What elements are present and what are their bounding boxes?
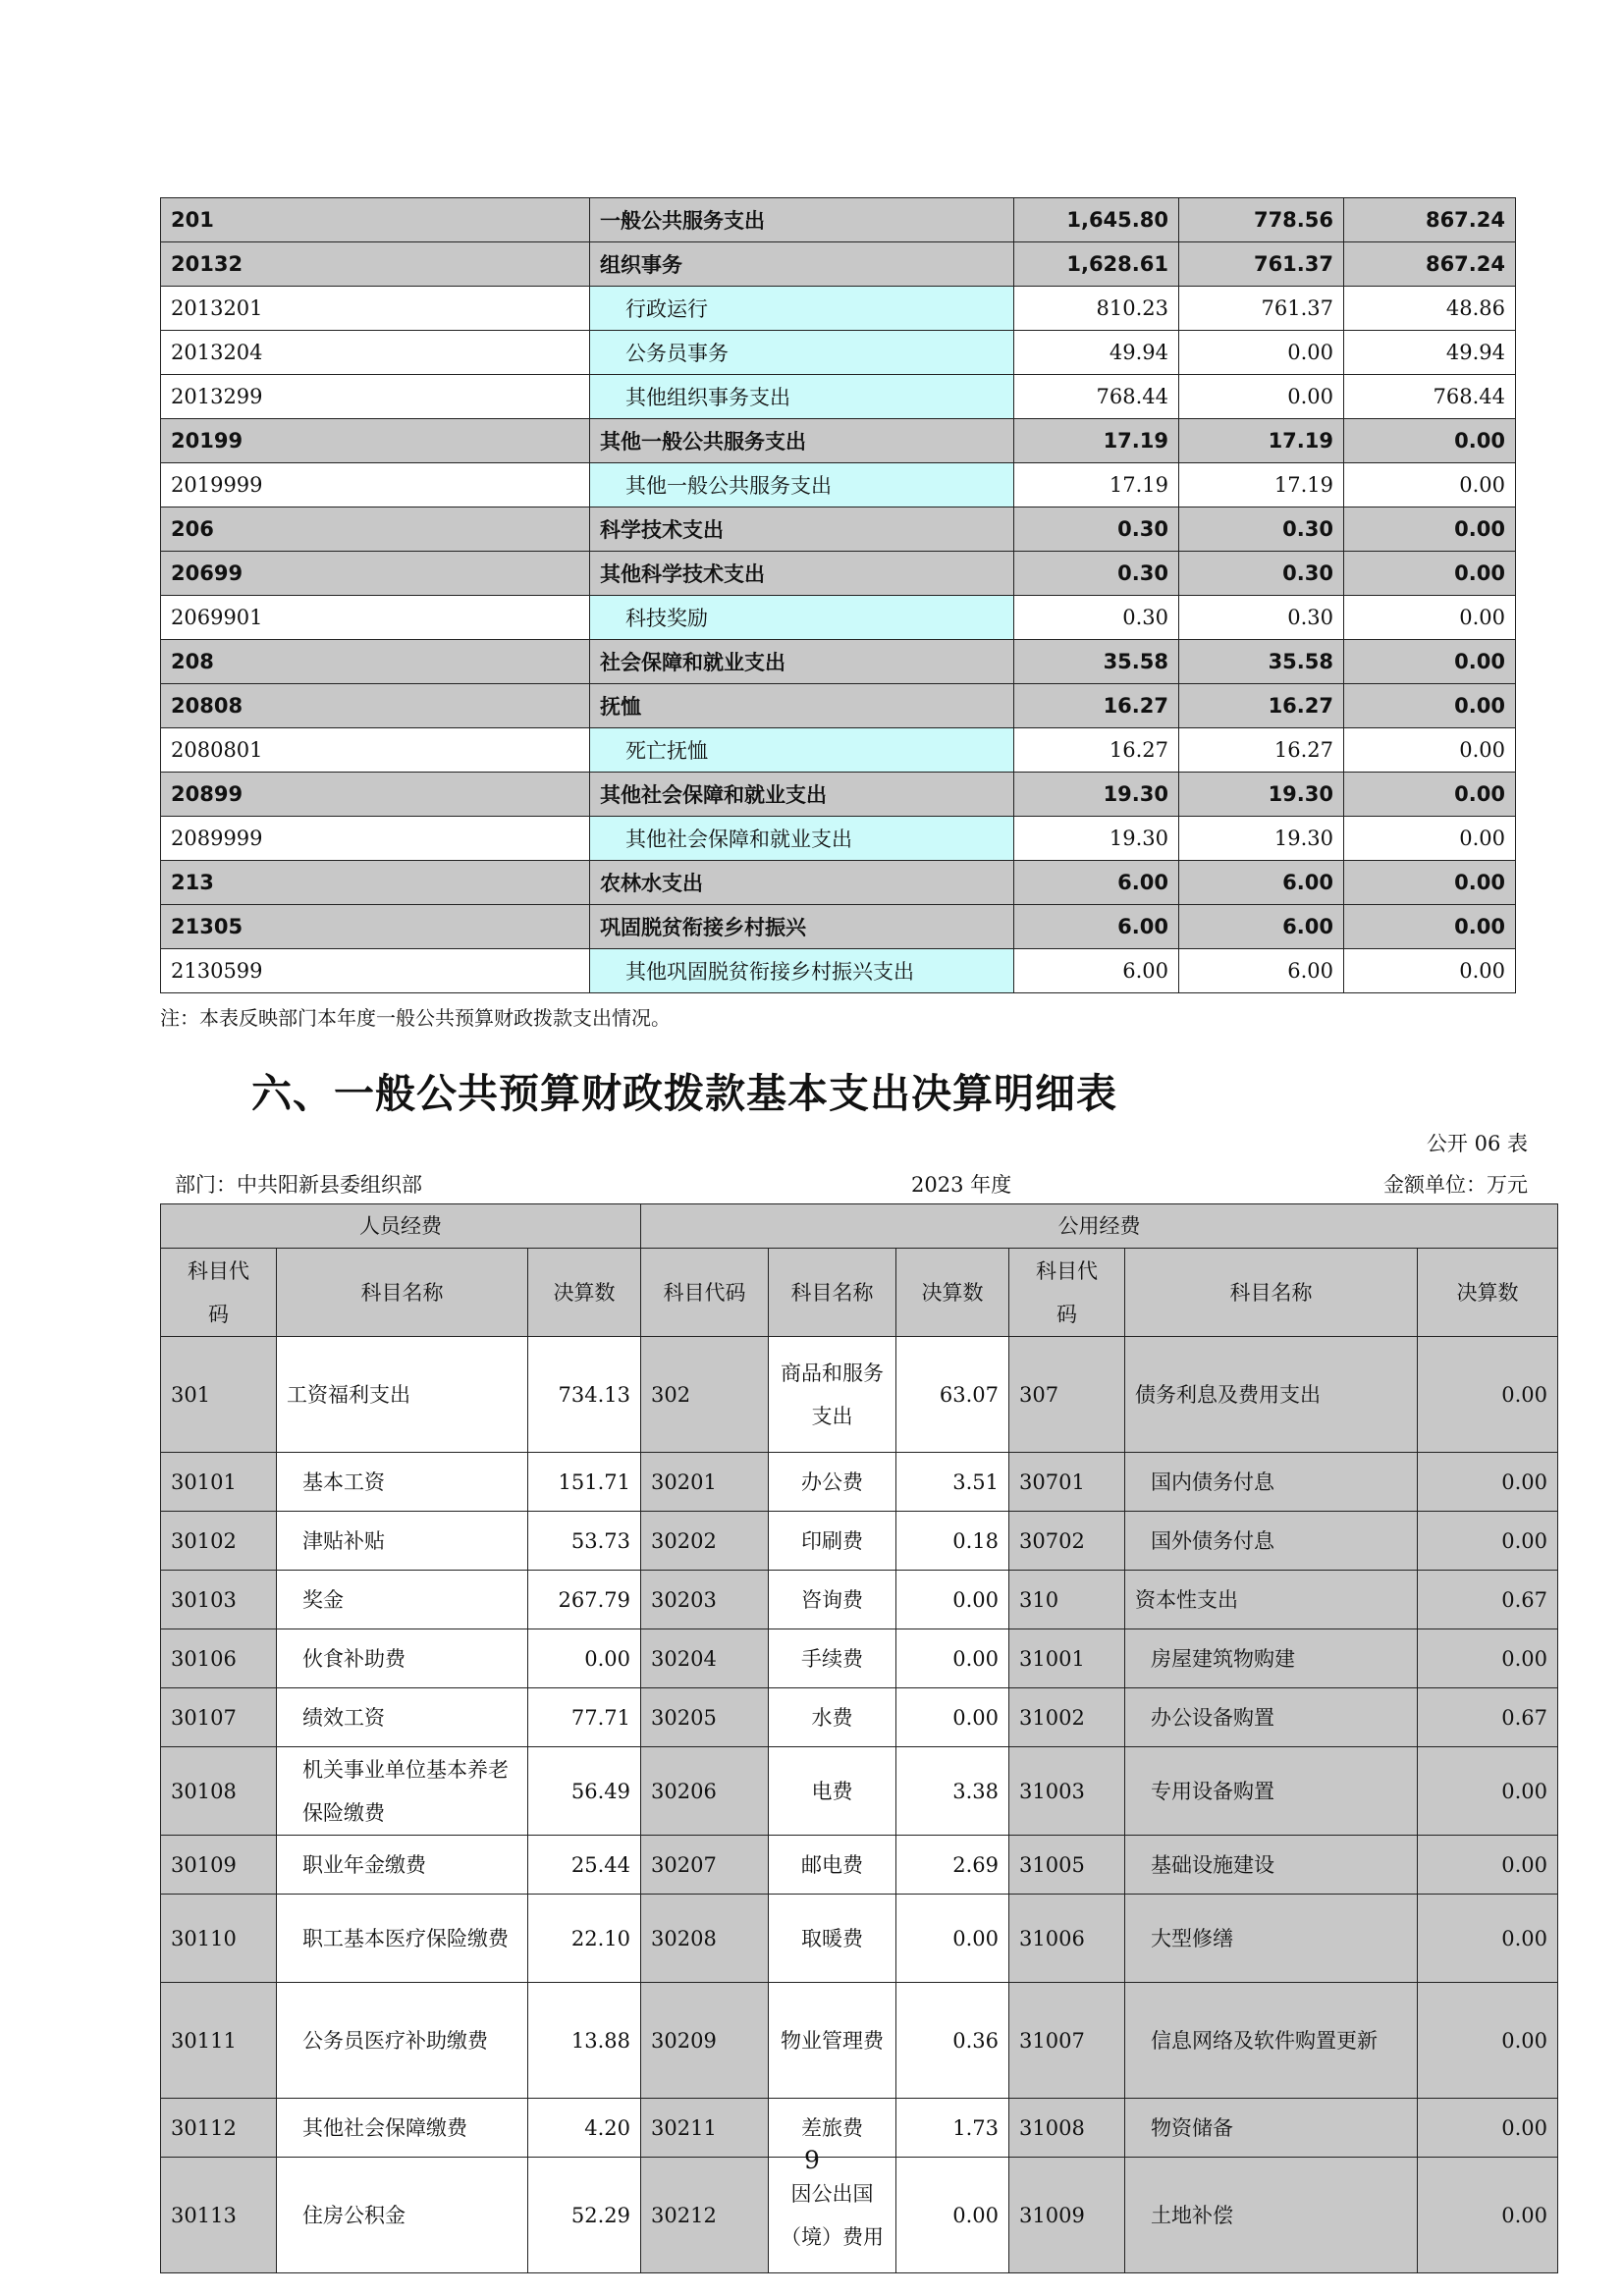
total-amount: 19.30 bbox=[1014, 773, 1179, 817]
g-name: 办公费 bbox=[769, 1453, 896, 1512]
project-amount: 49.94 bbox=[1344, 331, 1516, 375]
total-amount: 16.27 bbox=[1014, 684, 1179, 728]
account-code: 213 bbox=[161, 861, 590, 905]
g-amount: 1.73 bbox=[896, 2099, 1009, 2158]
col-header-code: 科目代 码 bbox=[1009, 1249, 1125, 1337]
g-code: 30209 bbox=[641, 1983, 769, 2099]
table-row bbox=[161, 2158, 1558, 2273]
c-code: 31009 bbox=[1009, 2158, 1125, 2273]
table-row bbox=[161, 463, 1516, 507]
col-header-amount: 决算数 bbox=[528, 1249, 641, 1337]
g-amount: 2.69 bbox=[896, 1836, 1009, 1895]
total-amount: 1,645.80 bbox=[1014, 198, 1179, 242]
c-amount: 0.00 bbox=[1418, 1337, 1558, 1453]
p-code: 30113 bbox=[161, 2158, 277, 2273]
table-row bbox=[161, 861, 1516, 905]
total-amount: 0.30 bbox=[1014, 596, 1179, 640]
basic-amount: 761.37 bbox=[1179, 287, 1344, 331]
c-code: 30701 bbox=[1009, 1453, 1125, 1512]
table-row bbox=[161, 949, 1516, 993]
g-name: 手续费 bbox=[769, 1629, 896, 1688]
table-number: 公开 06 表 bbox=[1426, 1132, 1528, 1155]
account-name: 抚恤 bbox=[590, 684, 1014, 728]
c-amount: 0.00 bbox=[1418, 1747, 1558, 1836]
project-amount: 0.00 bbox=[1344, 773, 1516, 817]
g-code: 30206 bbox=[641, 1747, 769, 1836]
g-name: 物业管理费 bbox=[769, 1983, 896, 2099]
basic-amount: 19.30 bbox=[1179, 773, 1344, 817]
total-amount: 35.58 bbox=[1014, 640, 1179, 684]
p-amount: 734.13 bbox=[528, 1337, 641, 1453]
account-name: 一般公共服务支出 bbox=[590, 198, 1014, 242]
account-name: 组织事务 bbox=[590, 242, 1014, 287]
account-name: 其他巩固脱贫衔接乡村振兴支出 bbox=[590, 949, 1014, 993]
g-code: 30201 bbox=[641, 1453, 769, 1512]
table-row bbox=[161, 773, 1516, 817]
total-amount: 19.30 bbox=[1014, 817, 1179, 861]
c-amount: 0.00 bbox=[1418, 1983, 1558, 2099]
account-name: 社会保障和就业支出 bbox=[590, 640, 1014, 684]
table-row bbox=[161, 287, 1516, 331]
p-code: 30109 bbox=[161, 1836, 277, 1895]
g-amount: 63.07 bbox=[896, 1337, 1009, 1453]
basic-amount: 0.30 bbox=[1179, 596, 1344, 640]
basic-amount: 6.00 bbox=[1179, 905, 1344, 949]
p-amount: 53.73 bbox=[528, 1512, 641, 1571]
p-name: 伙食补助费 bbox=[277, 1629, 528, 1688]
project-amount: 867.24 bbox=[1344, 242, 1516, 287]
table-row bbox=[161, 419, 1516, 463]
basic-expense-detail-table bbox=[160, 1203, 1558, 2273]
col-header-amount: 决算数 bbox=[896, 1249, 1009, 1337]
c-amount: 0.00 bbox=[1418, 1895, 1558, 1983]
year-label: 2023 年度 bbox=[911, 1173, 1012, 1197]
account-name: 其他组织事务支出 bbox=[590, 375, 1014, 419]
p-code: 30112 bbox=[161, 2099, 277, 2158]
project-amount: 0.00 bbox=[1344, 817, 1516, 861]
account-code: 2013204 bbox=[161, 331, 590, 375]
c-code: 31005 bbox=[1009, 1836, 1125, 1895]
account-code: 206 bbox=[161, 507, 590, 552]
account-code: 20132 bbox=[161, 242, 590, 287]
p-name: 工资福利支出 bbox=[277, 1337, 528, 1453]
c-name: 债务利息及费用支出 bbox=[1125, 1337, 1418, 1453]
p-name: 奖金 bbox=[277, 1571, 528, 1629]
c-name: 国内债务付息 bbox=[1125, 1453, 1418, 1512]
basic-amount: 778.56 bbox=[1179, 198, 1344, 242]
account-code: 2089999 bbox=[161, 817, 590, 861]
g-name: 邮电费 bbox=[769, 1836, 896, 1895]
group-personnel-header: 人员经费 bbox=[161, 1204, 641, 1249]
g-name: 水费 bbox=[769, 1688, 896, 1747]
g-name: 取暖费 bbox=[769, 1895, 896, 1983]
table-row bbox=[161, 1983, 1558, 2099]
total-amount: 6.00 bbox=[1014, 949, 1179, 993]
p-name: 职业年金缴费 bbox=[277, 1836, 528, 1895]
col-header-code: 科目代码 bbox=[641, 1249, 769, 1337]
table-row bbox=[161, 728, 1516, 773]
c-amount: 0.00 bbox=[1418, 1836, 1558, 1895]
p-code: 30102 bbox=[161, 1512, 277, 1571]
project-amount: 0.00 bbox=[1344, 684, 1516, 728]
basic-amount: 17.19 bbox=[1179, 419, 1344, 463]
g-name: 咨询费 bbox=[769, 1571, 896, 1629]
p-code: 30103 bbox=[161, 1571, 277, 1629]
c-amount: 0.00 bbox=[1418, 1629, 1558, 1688]
g-name: 电费 bbox=[769, 1747, 896, 1836]
project-amount: 0.00 bbox=[1344, 463, 1516, 507]
table-row bbox=[161, 1895, 1558, 1983]
account-code: 2069901 bbox=[161, 596, 590, 640]
table-row bbox=[161, 905, 1516, 949]
g-code: 30203 bbox=[641, 1571, 769, 1629]
account-code: 2013299 bbox=[161, 375, 590, 419]
p-name: 职工基本医疗保险缴费 bbox=[277, 1895, 528, 1983]
table-row bbox=[161, 1512, 1558, 1571]
unit-label: 金额单位：万元 bbox=[1383, 1173, 1528, 1197]
c-name: 土地补偿 bbox=[1125, 2158, 1418, 2273]
group-header-row bbox=[161, 1204, 1558, 1249]
c-code: 307 bbox=[1009, 1337, 1125, 1453]
account-name: 其他社会保障和就业支出 bbox=[590, 817, 1014, 861]
table-row bbox=[161, 331, 1516, 375]
table-row bbox=[161, 684, 1516, 728]
p-code: 30108 bbox=[161, 1747, 277, 1836]
table-row bbox=[161, 640, 1516, 684]
p-amount: 25.44 bbox=[528, 1836, 641, 1895]
table-row bbox=[161, 1836, 1558, 1895]
account-name: 科学技术支出 bbox=[590, 507, 1014, 552]
col-header-amount: 决算数 bbox=[1418, 1249, 1558, 1337]
c-name: 物资储备 bbox=[1125, 2099, 1418, 2158]
p-amount: 77.71 bbox=[528, 1688, 641, 1747]
table-row bbox=[161, 552, 1516, 596]
g-code: 30202 bbox=[641, 1512, 769, 1571]
p-amount: 4.20 bbox=[528, 2099, 641, 2158]
table-row bbox=[161, 1571, 1558, 1629]
page-number: 9 bbox=[804, 2146, 820, 2174]
p-amount: 22.10 bbox=[528, 1895, 641, 1983]
g-amount: 3.38 bbox=[896, 1747, 1009, 1836]
p-code: 30107 bbox=[161, 1688, 277, 1747]
p-code: 30110 bbox=[161, 1895, 277, 1983]
account-code: 20199 bbox=[161, 419, 590, 463]
g-amount: 0.00 bbox=[896, 1688, 1009, 1747]
c-code: 31003 bbox=[1009, 1747, 1125, 1836]
department-label: 部门：中共阳新县委组织部 bbox=[175, 1173, 422, 1197]
account-code: 21305 bbox=[161, 905, 590, 949]
basic-amount: 16.27 bbox=[1179, 728, 1344, 773]
p-code: 30111 bbox=[161, 1983, 277, 2099]
c-name: 专用设备购置 bbox=[1125, 1747, 1418, 1836]
basic-amount: 761.37 bbox=[1179, 242, 1344, 287]
p-name: 基本工资 bbox=[277, 1453, 528, 1512]
basic-amount: 6.00 bbox=[1179, 861, 1344, 905]
table-row bbox=[161, 242, 1516, 287]
account-name: 其他社会保障和就业支出 bbox=[590, 773, 1014, 817]
project-amount: 768.44 bbox=[1344, 375, 1516, 419]
project-amount: 0.00 bbox=[1344, 728, 1516, 773]
g-code: 30207 bbox=[641, 1836, 769, 1895]
account-name: 其他一般公共服务支出 bbox=[590, 419, 1014, 463]
p-amount: 56.49 bbox=[528, 1747, 641, 1836]
account-name: 科技奖励 bbox=[590, 596, 1014, 640]
table-row bbox=[161, 507, 1516, 552]
g-amount: 0.18 bbox=[896, 1512, 1009, 1571]
project-amount: 0.00 bbox=[1344, 507, 1516, 552]
project-amount: 0.00 bbox=[1344, 861, 1516, 905]
c-amount: 0.00 bbox=[1418, 2158, 1558, 2273]
basic-amount: 0.30 bbox=[1179, 552, 1344, 596]
table-row bbox=[161, 375, 1516, 419]
project-amount: 0.00 bbox=[1344, 640, 1516, 684]
p-name: 绩效工资 bbox=[277, 1688, 528, 1747]
account-name: 死亡抚恤 bbox=[590, 728, 1014, 773]
p-name: 公务员医疗补助缴费 bbox=[277, 1983, 528, 2099]
basic-amount: 0.00 bbox=[1179, 331, 1344, 375]
c-name: 办公设备购置 bbox=[1125, 1688, 1418, 1747]
c-amount: 0.00 bbox=[1418, 1512, 1558, 1571]
project-amount: 867.24 bbox=[1344, 198, 1516, 242]
account-name: 巩固脱贫衔接乡村振兴 bbox=[590, 905, 1014, 949]
group-public-header: 公用经费 bbox=[641, 1204, 1558, 1249]
g-code: 30205 bbox=[641, 1688, 769, 1747]
g-code: 30211 bbox=[641, 2099, 769, 2158]
table-row bbox=[161, 596, 1516, 640]
basic-amount: 0.30 bbox=[1179, 507, 1344, 552]
p-name: 住房公积金 bbox=[277, 2158, 528, 2273]
account-code: 201 bbox=[161, 198, 590, 242]
account-name: 公务员事务 bbox=[590, 331, 1014, 375]
total-amount: 1,628.61 bbox=[1014, 242, 1179, 287]
col-header-name: 科目名称 bbox=[769, 1249, 896, 1337]
g-amount: 3.51 bbox=[896, 1453, 1009, 1512]
p-amount: 52.29 bbox=[528, 2158, 641, 2273]
c-name: 资本性支出 bbox=[1125, 1571, 1418, 1629]
table-row bbox=[161, 1747, 1558, 1836]
project-amount: 0.00 bbox=[1344, 949, 1516, 993]
g-code: 30204 bbox=[641, 1629, 769, 1688]
table-row bbox=[161, 1337, 1558, 1453]
c-amount: 0.67 bbox=[1418, 1571, 1558, 1629]
account-code: 20899 bbox=[161, 773, 590, 817]
project-amount: 48.86 bbox=[1344, 287, 1516, 331]
c-amount: 0.00 bbox=[1418, 1453, 1558, 1512]
g-name: 差旅费 bbox=[769, 2099, 896, 2158]
account-code: 2130599 bbox=[161, 949, 590, 993]
g-code: 30208 bbox=[641, 1895, 769, 1983]
table-note: 注：本表反映部门本年度一般公共预算财政拨款支出情况。 bbox=[160, 1006, 671, 1030]
total-amount: 16.27 bbox=[1014, 728, 1179, 773]
account-name: 行政运行 bbox=[590, 287, 1014, 331]
p-amount: 151.71 bbox=[528, 1453, 641, 1512]
c-name: 房屋建筑物购建 bbox=[1125, 1629, 1418, 1688]
col-header-code: 科目代 码 bbox=[161, 1249, 277, 1337]
basic-amount: 0.00 bbox=[1179, 375, 1344, 419]
account-name: 其他一般公共服务支出 bbox=[590, 463, 1014, 507]
basic-amount: 35.58 bbox=[1179, 640, 1344, 684]
p-name: 其他社会保障缴费 bbox=[277, 2099, 528, 2158]
c-name: 基础设施建设 bbox=[1125, 1836, 1418, 1895]
total-amount: 17.19 bbox=[1014, 463, 1179, 507]
c-code: 31007 bbox=[1009, 1983, 1125, 2099]
g-name: 印刷费 bbox=[769, 1512, 896, 1571]
p-name: 津贴补贴 bbox=[277, 1512, 528, 1571]
g-amount: 0.36 bbox=[896, 1983, 1009, 2099]
g-amount: 0.00 bbox=[896, 1571, 1009, 1629]
total-amount: 49.94 bbox=[1014, 331, 1179, 375]
table-row bbox=[161, 1453, 1558, 1512]
account-name: 农林水支出 bbox=[590, 861, 1014, 905]
total-amount: 6.00 bbox=[1014, 861, 1179, 905]
c-amount: 0.00 bbox=[1418, 2099, 1558, 2158]
g-amount: 0.00 bbox=[896, 1895, 1009, 1983]
p-name: 机关事业单位基本养老保险缴费 bbox=[277, 1747, 528, 1836]
table-row bbox=[161, 817, 1516, 861]
account-code: 2019999 bbox=[161, 463, 590, 507]
account-code: 2080801 bbox=[161, 728, 590, 773]
column-header-row bbox=[161, 1249, 1558, 1337]
table-row bbox=[161, 198, 1516, 242]
p-code: 301 bbox=[161, 1337, 277, 1453]
p-amount: 267.79 bbox=[528, 1571, 641, 1629]
col-header-name: 科目名称 bbox=[277, 1249, 528, 1337]
account-code: 208 bbox=[161, 640, 590, 684]
p-amount: 0.00 bbox=[528, 1629, 641, 1688]
total-amount: 0.30 bbox=[1014, 552, 1179, 596]
basic-amount: 6.00 bbox=[1179, 949, 1344, 993]
project-amount: 0.00 bbox=[1344, 905, 1516, 949]
total-amount: 810.23 bbox=[1014, 287, 1179, 331]
c-code: 31001 bbox=[1009, 1629, 1125, 1688]
expense-by-function-table bbox=[160, 197, 1516, 993]
total-amount: 6.00 bbox=[1014, 905, 1179, 949]
c-code: 31002 bbox=[1009, 1688, 1125, 1747]
basic-amount: 17.19 bbox=[1179, 463, 1344, 507]
account-code: 20699 bbox=[161, 552, 590, 596]
g-name: 因公出国（境）费用 bbox=[769, 2158, 896, 2273]
g-name: 商品和服务支出 bbox=[769, 1337, 896, 1453]
c-code: 31008 bbox=[1009, 2099, 1125, 2158]
basic-amount: 19.30 bbox=[1179, 817, 1344, 861]
account-name: 其他科学技术支出 bbox=[590, 552, 1014, 596]
project-amount: 0.00 bbox=[1344, 552, 1516, 596]
c-name: 信息网络及软件购置更新 bbox=[1125, 1983, 1418, 2099]
p-code: 30101 bbox=[161, 1453, 277, 1512]
c-code: 310 bbox=[1009, 1571, 1125, 1629]
c-code: 30702 bbox=[1009, 1512, 1125, 1571]
c-name: 大型修缮 bbox=[1125, 1895, 1418, 1983]
p-code: 30106 bbox=[161, 1629, 277, 1688]
c-code: 31006 bbox=[1009, 1895, 1125, 1983]
table-row bbox=[161, 1688, 1558, 1747]
total-amount: 17.19 bbox=[1014, 419, 1179, 463]
table-row bbox=[161, 1629, 1558, 1688]
basic-amount: 16.27 bbox=[1179, 684, 1344, 728]
g-code: 302 bbox=[641, 1337, 769, 1453]
total-amount: 0.30 bbox=[1014, 507, 1179, 552]
g-code: 30212 bbox=[641, 2158, 769, 2273]
g-amount: 0.00 bbox=[896, 1629, 1009, 1688]
col-header-name: 科目名称 bbox=[1125, 1249, 1418, 1337]
project-amount: 0.00 bbox=[1344, 419, 1516, 463]
account-code: 20808 bbox=[161, 684, 590, 728]
total-amount: 768.44 bbox=[1014, 375, 1179, 419]
account-code: 2013201 bbox=[161, 287, 590, 331]
c-name: 国外债务付息 bbox=[1125, 1512, 1418, 1571]
project-amount: 0.00 bbox=[1344, 596, 1516, 640]
g-amount: 0.00 bbox=[896, 2158, 1009, 2273]
c-amount: 0.67 bbox=[1418, 1688, 1558, 1747]
p-amount: 13.88 bbox=[528, 1983, 641, 2099]
section-title: 六、一般公共预算财政拨款基本支出决算明细表 bbox=[251, 1070, 1117, 1117]
